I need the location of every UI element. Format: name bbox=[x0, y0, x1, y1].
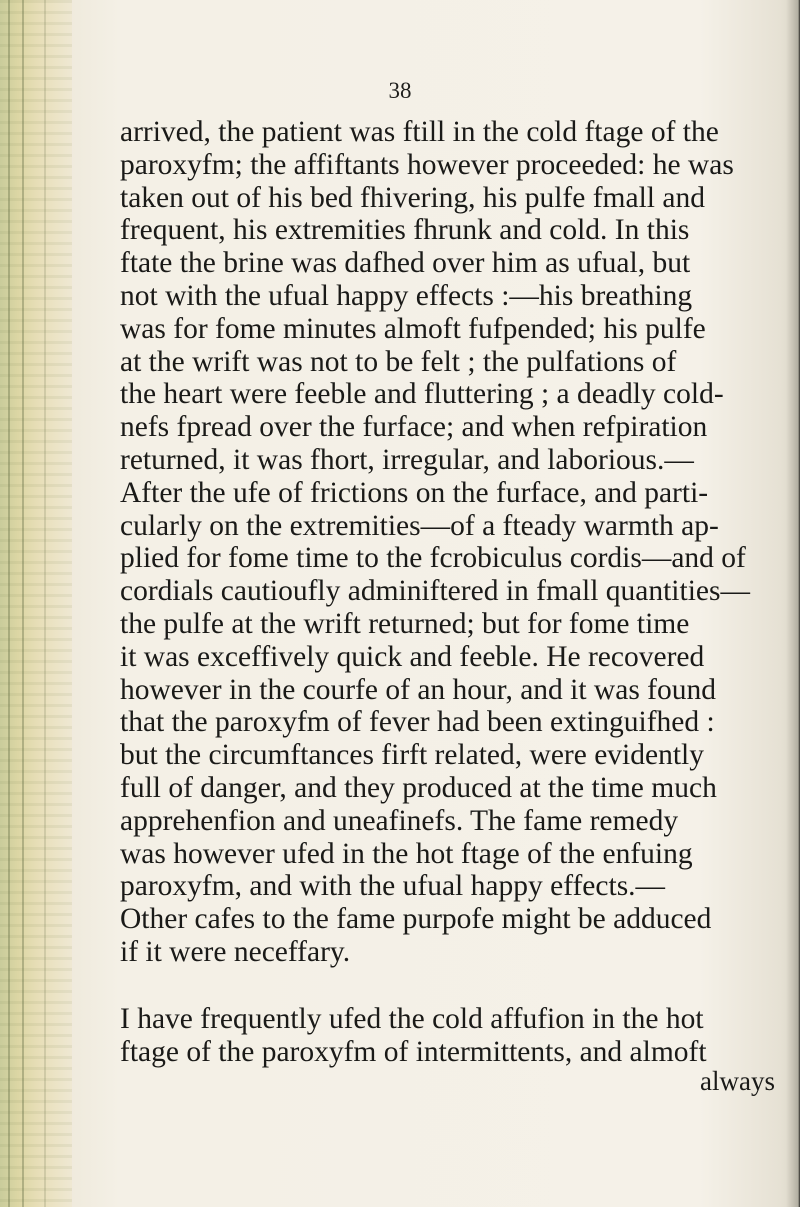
text-line: at the wrift was not to be felt ; the pulfations of bbox=[120, 345, 677, 378]
gutter-line bbox=[44, 0, 46, 1207]
text-line: apprehenfion and uneafinefs. The fame remedy bbox=[120, 804, 679, 837]
text-line: cularly on the extremities—of a fteady warmth ap- bbox=[120, 509, 719, 542]
text-line: the pulfe at the wrift returned; but for fome time bbox=[120, 607, 690, 640]
text-line: Other cafes to the fame purpofe might be adduced bbox=[120, 903, 712, 936]
text-line: was however ufed in the hot ftage of the enfuing bbox=[120, 837, 693, 870]
text-line: however in the courfe of an hour, and it was found bbox=[120, 673, 717, 706]
text-line: cordials cautioufly adminiftered in fmall quantities— bbox=[120, 575, 750, 608]
catchword: always bbox=[700, 1066, 775, 1096]
text-line: frequent, his extremities fhrunk and cold. In this bbox=[120, 214, 690, 247]
text-line: plied for fome time to the fcrobiculus cordis—and of bbox=[120, 542, 746, 575]
text-line: ftage of the paroxyfm of intermittents, and almoft bbox=[120, 1035, 707, 1068]
text-line: taken out of his bed fhivering, his pulfe fmall and bbox=[120, 181, 705, 214]
text-line: ftate the brine was dafhed over him as ufual, but bbox=[120, 247, 691, 280]
body-text bbox=[120, 116, 790, 1068]
text-line: returned, it was fhort, irregular, and laborious.— bbox=[120, 443, 694, 476]
text-line: paroxyfm, and with the ufual happy effects.— bbox=[120, 870, 666, 903]
text-line: the heart were feeble and fluttering ; a deadly cold- bbox=[120, 378, 724, 411]
page-number: 38 bbox=[388, 78, 412, 103]
binding-gutter bbox=[0, 0, 72, 1207]
text-line: I have frequently ufed the cold affufion in the hot bbox=[120, 1002, 704, 1035]
gutter-line bbox=[22, 0, 24, 1207]
gutter-line bbox=[8, 0, 10, 1207]
paragraph-1 bbox=[120, 116, 790, 969]
text-line: it was exceffively quick and feeble. He recovered bbox=[120, 640, 705, 673]
text-line: if it were neceffary. bbox=[120, 935, 351, 968]
text-line: that the paroxyfm of fever had been extinguifhed : bbox=[120, 706, 715, 739]
text-line: full of danger, and they produced at the time much bbox=[120, 771, 717, 804]
paragraph-spacer bbox=[120, 969, 790, 1003]
text-line: arrived, the patient was ftill in the cold ftage of the bbox=[120, 116, 719, 148]
text-line: but the circumftances firft related, were evidently bbox=[120, 739, 704, 772]
text-line: After the ufe of frictions on the furface, and parti- bbox=[120, 476, 709, 509]
text-line: not with the ufual happy effects :—his breathing bbox=[120, 279, 693, 312]
text-line: paroxyfm; the affiftants however proceeded: he was bbox=[120, 148, 734, 181]
text-line: was for fome minutes almoft fufpended; his pulfe bbox=[120, 312, 706, 345]
paragraph-2 bbox=[120, 1003, 790, 1069]
text-line: nefs fpread over the furface; and when refpiration bbox=[120, 411, 708, 444]
